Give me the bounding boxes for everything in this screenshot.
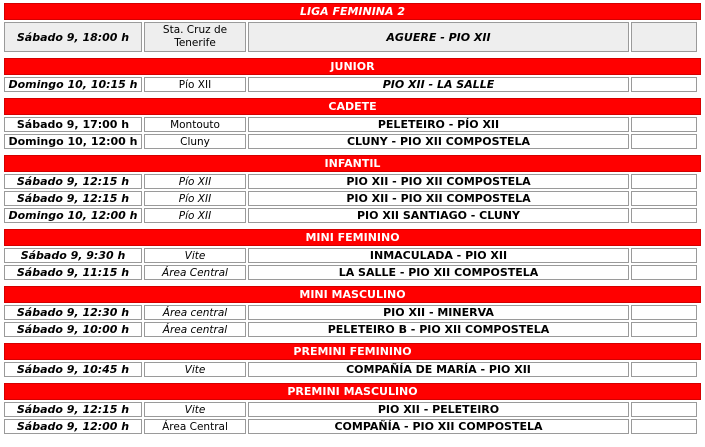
section-infantil [4,155,701,223]
section-header: PREMINI MASCULINO [4,383,701,400]
match-row [4,208,701,223]
date-cell: Domingo 10, 12:00 h [4,208,142,223]
date-cell: Sábado 9, 10:00 h [4,322,142,337]
match-cell: COMPAÑÍA DE MARÍA - PIO XII [248,362,629,377]
match-row [4,77,701,92]
match-row [4,419,701,434]
section-header: MINI MASCULINO [4,286,701,303]
date-cell: Domingo 10, 12:00 h [4,134,142,149]
venue-cell: Vite [144,248,246,263]
venue-cell: Vite [144,362,246,377]
date-cell: Sábado 9, 17:00 h [4,117,142,132]
match-cell: PIO XII - PIO XII COMPOSTELA [248,174,629,189]
venue-cell: Vite [144,402,246,417]
section-liga-feminina-2 [4,3,701,52]
section-header: INFANTIL [4,155,701,172]
venue-cell: Área central [144,322,246,337]
section-junior [4,58,701,92]
match-row [4,117,701,132]
date-cell: Sábado 9, 18:00 h [4,22,142,52]
result-cell [631,191,697,206]
venue-cell: Pío XII [144,174,246,189]
venue-cell: Cluny [144,134,246,149]
date-cell: Sábado 9, 9:30 h [4,248,142,263]
match-row [4,191,701,206]
section-premini-feminino [4,343,701,377]
section-header: PREMINI FEMININO [4,343,701,360]
match-row [4,402,701,417]
venue-cell: Pío XII [144,191,246,206]
match-cell: PIO XII - MINERVA [248,305,629,320]
date-cell: Sábado 9, 12:15 h [4,191,142,206]
match-row [4,322,701,337]
match-cell: AGUERE - PIO XII [248,22,629,52]
date-cell: Domingo 10, 10:15 h [4,77,142,92]
result-cell [631,248,697,263]
match-row [4,362,701,377]
match-cell: PELETEIRO B - PIO XII COMPOSTELA [248,322,629,337]
section-premini-masculino [4,383,701,434]
section-mini-feminino [4,229,701,280]
result-cell [631,362,697,377]
match-cell: INMACULADA - PIO XII [248,248,629,263]
venue-cell: Sta. Cruz de Tenerife [144,22,246,52]
venue-cell: Pío XII [144,77,246,92]
date-cell: Sábado 9, 12:15 h [4,402,142,417]
venue-cell: Área Central [144,419,246,434]
match-cell: PIO XII - PELETEIRO [248,402,629,417]
match-cell: PIO XII - LA SALLE [248,77,629,92]
section-header: JUNIOR [4,58,701,75]
match-cell: PIO XII SANTIAGO - CLUNY [248,208,629,223]
venue-cell: Área central [144,305,246,320]
result-cell [631,419,697,434]
result-cell [631,322,697,337]
match-row [4,134,701,149]
match-row [4,305,701,320]
date-cell: Sábado 9, 11:15 h [4,265,142,280]
match-cell: LA SALLE - PIO XII COMPOSTELA [248,265,629,280]
result-cell [631,174,697,189]
match-row [4,22,701,52]
match-cell: PELETEIRO - PÍO XII [248,117,629,132]
venue-cell: Área Central [144,265,246,280]
result-cell [631,265,697,280]
match-row [4,265,701,280]
date-cell: Sábado 9, 12:00 h [4,419,142,434]
schedule-sheet [4,3,701,436]
section-header: LIGA FEMININA 2 [4,3,701,20]
match-cell: PIO XII - PIO XII COMPOSTELA [248,191,629,206]
date-cell: Sábado 9, 10:45 h [4,362,142,377]
date-cell: Sábado 9, 12:15 h [4,174,142,189]
result-cell [631,22,697,52]
venue-cell: Pío XII [144,208,246,223]
section-mini-masculino [4,286,701,337]
section-header: MINI FEMININO [4,229,701,246]
result-cell [631,402,697,417]
section-header: CADETE [4,98,701,115]
result-cell [631,77,697,92]
result-cell [631,134,697,149]
date-cell: Sábado 9, 12:30 h [4,305,142,320]
match-row [4,174,701,189]
result-cell [631,117,697,132]
result-cell [631,208,697,223]
result-cell [631,305,697,320]
venue-cell: Montouto [144,117,246,132]
match-cell: CLUNY - PIO XII COMPOSTELA [248,134,629,149]
match-cell: COMPAÑÍA - PIO XII COMPOSTELA [248,419,629,434]
section-cadete [4,98,701,149]
match-row [4,248,701,263]
